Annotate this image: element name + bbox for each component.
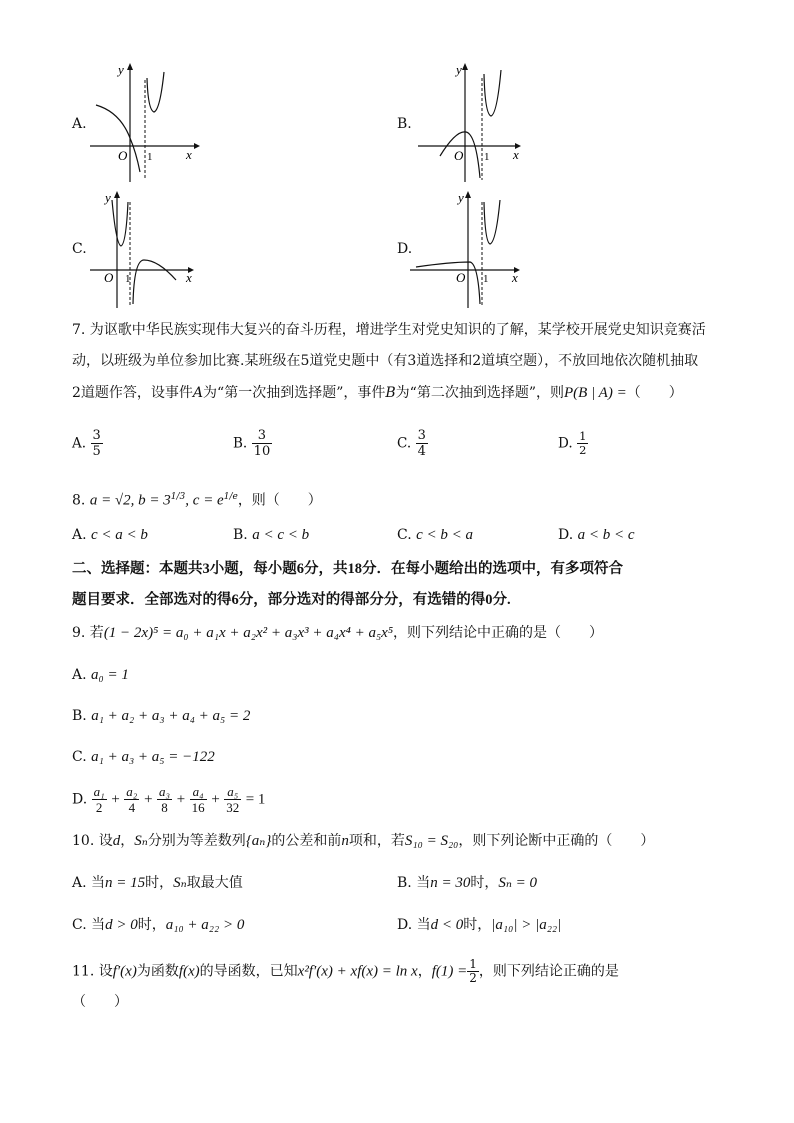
q7-event-b: B: [385, 385, 396, 401]
q11-paren: （ ）: [72, 994, 128, 1010]
q9-d-result: = 1: [245, 791, 266, 808]
graph-d-curve-left: [416, 262, 480, 304]
q11-eq: x²f′(x) + xf(x) = ln x: [297, 963, 418, 980]
q9-d-term-1: $\frac{\text{a₁}}{2}$: [93, 784, 105, 815]
graph-c-curve-right: [133, 260, 176, 304]
q10-option-d[interactable]: [397, 916, 561, 934]
graph-b-x-label: x: [513, 147, 519, 162]
q8-option-b-text: a < c < b: [252, 527, 310, 543]
q10-sn: Sₙ: [134, 833, 148, 849]
q9-option-a[interactable]: [72, 666, 129, 684]
graph-d-one: 1: [483, 273, 489, 285]
q8-option-d-label: D.: [558, 527, 574, 543]
graph-b: [418, 60, 533, 185]
graph-d-x-label: x: [512, 270, 518, 285]
q8-option-a-label: A.: [72, 527, 87, 543]
graph-c-origin: O: [104, 270, 114, 285]
q7-paren: （ ）: [626, 385, 683, 401]
q10-option-a-label: A.: [72, 875, 87, 891]
graph-c-curve-left: [112, 200, 128, 246]
q7-option-b-label: B.: [233, 435, 248, 452]
q9-suffix: ，则下列结论中正确的是（ ）: [393, 625, 604, 641]
graph-c-y-arrow: [114, 191, 120, 198]
q10-option-c-mid: 时，: [137, 917, 166, 933]
q7-line-3-c: 为“第二次抽到选择题”，则: [395, 385, 564, 401]
q8-b-exp: 1/3: [170, 492, 186, 502]
q7-event-a: A: [192, 385, 204, 401]
graph-a: [90, 60, 205, 185]
q11-f: f(x): [178, 963, 200, 980]
q10-option-c-pre: 当: [91, 917, 106, 933]
q7-option-c-label: C.: [397, 435, 412, 452]
q7-option-b-fraction: $\frac{3}{10}$: [253, 428, 271, 459]
q10-option-d-expr: |a₁₀| > |a₂₂|: [491, 917, 562, 933]
q9-option-d-label: D.: [72, 791, 88, 808]
q10-option-c[interactable]: [72, 916, 244, 934]
graph-b-curve-right: [484, 70, 501, 116]
graph-b-y-label: y: [456, 62, 462, 77]
q9-option-b[interactable]: [72, 707, 250, 725]
q9-option-c-label: C.: [72, 749, 87, 765]
q7-prob: P(B | A) =: [564, 385, 627, 401]
q11-text-b: 为函数: [136, 963, 179, 980]
q10-option-a-pre: 当: [91, 875, 106, 891]
section-2-line-2: 题目要求．全部选对的得6分，部分选对的得部分分，有选错的得0分.: [72, 592, 511, 608]
graph-a-y-arrow: [127, 63, 133, 70]
q8-c-part: , c = e: [185, 492, 224, 509]
section-2-line-1: 二、选择题：本题共3小题，每小题6分，共18分．在每小题给出的选项中，有多项符合: [72, 561, 623, 577]
q7-line-3: [72, 384, 683, 402]
q8-c-exp: 1/e: [223, 492, 238, 502]
q10-option-b-cond: n = 30: [430, 875, 471, 891]
q11-f1: f(1) =: [431, 963, 468, 980]
q10-option-b-mid: 时，: [470, 875, 499, 891]
q7-option-d[interactable]: [558, 430, 588, 457]
q7-option-b[interactable]: [233, 428, 272, 459]
q10-option-a-post: 取最大值: [186, 875, 243, 891]
q9-option-a-text: a₀ = 1: [91, 667, 129, 683]
q9-option-c[interactable]: [72, 748, 215, 766]
q8-option-d[interactable]: [558, 526, 635, 544]
q10-text-b: 分别为等差数列: [147, 833, 246, 849]
q9-expr: (1 − 2x)⁵ = a₀ + a₁x + a₂x² + a₃x³ + a₄x⁴ + a₅x⁵: [103, 625, 394, 641]
q8-option-b-label: B.: [233, 527, 248, 543]
q10-comma: ，: [120, 833, 135, 849]
q9-d-plus-1: +: [106, 791, 125, 808]
q7-option-a-fraction: $\frac{3}{5}$: [92, 428, 101, 459]
q9-d-plus-4: +: [206, 791, 225, 808]
q7-line-3-a: 2道题作答，设事件: [72, 385, 193, 401]
q8-option-c[interactable]: [397, 526, 473, 544]
graph-c-y-label: y: [105, 190, 111, 205]
q7-line-1: 7. 为讴歌中华民族实现伟大复兴的奋斗历程，增进学生对党史知识的了解，某学校开展党史知识竞赛活: [72, 322, 706, 338]
q9-d-term-3: $\frac{\text{a₃}}{8}$: [158, 784, 170, 815]
q9-option-b-text: a₁ + a₂ + a₃ + a₄ + a₅ = 2: [91, 708, 251, 724]
q11-text-a: 11. 设: [72, 963, 113, 980]
graph-a-label[interactable]: A.: [72, 116, 87, 132]
q11-text-e: ，则下列结论正确的是: [478, 963, 619, 980]
q8-option-a[interactable]: [72, 526, 148, 544]
graph-c: [90, 188, 205, 313]
q7-option-a-label: A.: [72, 435, 87, 452]
q7-option-d-fraction: $\frac{1}{2}$: [579, 429, 587, 457]
q10-option-c-cond: d > 0: [105, 917, 138, 933]
q9-stem: [72, 624, 603, 642]
q9-d-term-4: $\frac{\text{a₄}}{16}$: [191, 784, 205, 815]
q8-a-part: a = √2, b = 3: [89, 492, 171, 509]
q10-text-d: 项和，若: [348, 833, 405, 849]
q10-option-a-cond: n = 15: [105, 875, 146, 891]
q9-option-b-label: B.: [72, 708, 87, 724]
q10-option-d-mid: 时，: [463, 917, 492, 933]
q10-option-a-expr: Sₙ: [173, 875, 187, 891]
q10-text-a: 10. 设: [72, 833, 113, 849]
graph-c-one: 1: [125, 273, 131, 285]
q8-tail: ，则（ ）: [237, 492, 322, 509]
q10-n: n: [341, 833, 349, 849]
graph-a-y-label: y: [118, 62, 124, 77]
graph-d: [410, 188, 530, 313]
graph-d-y-label: y: [458, 190, 464, 205]
q10-option-d-label: D.: [397, 917, 413, 933]
graph-b-origin: O: [454, 148, 464, 163]
q8-option-b[interactable]: [233, 526, 309, 544]
q10-option-c-label: C.: [72, 917, 87, 933]
q7-line-2: 动，以班级为单位参加比赛.某班级在5道党史题中（有3道选择和2道填空题），不放回地依次随机抽取: [72, 353, 699, 369]
graph-d-y-arrow: [465, 191, 471, 198]
graph-a-origin: O: [118, 148, 128, 163]
q10-text-c: 的公差和前: [271, 833, 342, 849]
q10-option-d-cond: d < 0: [430, 917, 464, 933]
q10-cond: S₁₀ = S₂₀: [404, 833, 459, 849]
graph-a-curve-right: [147, 72, 164, 112]
q10-option-d-pre: 当: [416, 917, 431, 933]
q10-option-b-expr: Sₙ = 0: [498, 875, 538, 891]
q11-text-c: 的导函数，已知: [199, 963, 298, 980]
q7-option-c-fraction: $\frac{3}{4}$: [417, 428, 426, 459]
q9-prefix: 9. 若: [72, 625, 104, 641]
q11-text-d: ，: [417, 963, 432, 980]
q11-fp: f′(x): [112, 963, 137, 980]
q9-d-term-5: $\frac{\text{a₅}}{32}$: [226, 784, 240, 815]
q8-number: 8.: [72, 492, 86, 509]
q9-option-c-text: a₁ + a₃ + a₅ = −122: [91, 749, 215, 765]
q7-option-c[interactable]: [397, 428, 428, 459]
q10-option-b-label: B.: [397, 875, 412, 891]
graph-a-one: 1: [147, 151, 153, 163]
q9-d-plus-2: +: [139, 791, 157, 808]
graph-d-label[interactable]: D.: [397, 241, 413, 257]
q9-option-a-label: A.: [72, 667, 87, 683]
q8-option-a-text: c < a < b: [91, 527, 148, 543]
q8-option-d-text: a < b < c: [577, 527, 635, 543]
graph-a-x-arrow: [194, 143, 200, 149]
graph-b-y-arrow: [462, 63, 468, 70]
q10-option-a[interactable]: [72, 874, 243, 892]
q10-stem: [72, 832, 654, 850]
q10-text-e: ，则下列论断中正确的（ ）: [458, 833, 655, 849]
q10-seq: {aₙ}: [245, 833, 272, 849]
q10-option-c-expr: a₁₀ + a₂₂ > 0: [165, 917, 245, 933]
q9-d-plus-3: +: [171, 791, 190, 808]
q10-option-a-mid: 时，: [145, 875, 174, 891]
q11-stem: [72, 958, 619, 985]
q8-option-c-text: c < b < a: [416, 527, 474, 543]
graph-c-x-label: x: [186, 270, 192, 285]
q7-option-d-label: D.: [558, 435, 573, 452]
q8-stem: [72, 488, 322, 510]
graph-d-origin: O: [456, 270, 466, 285]
q7-option-a[interactable]: [72, 428, 103, 459]
q8-option-c-label: C.: [397, 527, 412, 543]
graph-c-label[interactable]: C.: [72, 241, 87, 257]
q11-f1-fraction: $\frac{1}{2}$: [469, 957, 477, 985]
q10-d: d: [112, 833, 121, 849]
q7-line-3-b: 为“第一次抽到选择题”，事件: [203, 385, 386, 401]
q9-d-term-2: $\frac{\text{a₂}}{4}$: [126, 784, 138, 815]
graph-a-x-label: x: [186, 147, 192, 162]
graph-d-curve-right: [484, 200, 500, 244]
q10-option-b[interactable]: [397, 874, 537, 892]
q9-option-d[interactable]: [72, 784, 265, 815]
q10-option-b-pre: 当: [416, 875, 431, 891]
graph-b-label[interactable]: B.: [397, 116, 412, 132]
graph-b-one: 1: [484, 151, 490, 163]
